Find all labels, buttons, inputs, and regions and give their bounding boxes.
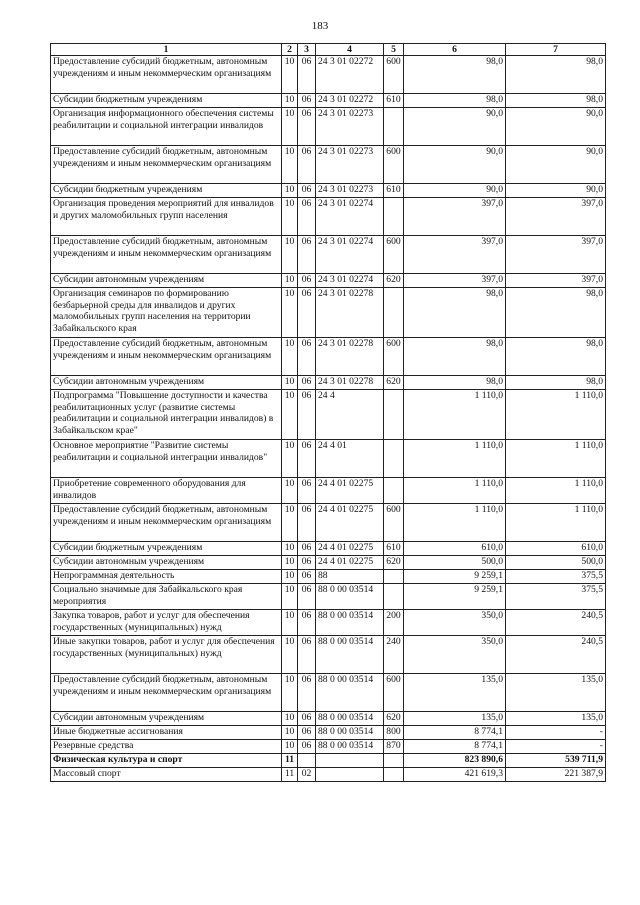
subsection-cell: 06 [298, 274, 316, 288]
expense-type-cell: 800 [384, 726, 404, 740]
subsection-cell: 06 [298, 108, 316, 146]
amount-cell-col7: 1 110,0 [506, 504, 606, 542]
table-row [51, 754, 606, 768]
amount-cell-col7: 90,0 [506, 146, 606, 184]
subsection-cell: 06 [298, 556, 316, 570]
subsection-cell: 06 [298, 504, 316, 542]
target-article-cell: 24 4 01 02275 [316, 504, 384, 542]
section-cell: 10 [282, 390, 298, 440]
expense-type-cell: 600 [384, 56, 404, 94]
amount-cell-col6: 8 774,1 [404, 740, 506, 754]
expense-type-cell: 600 [384, 674, 404, 712]
row-name-cell: Предоставление субсидий бюджетным, автономным учреждениям и иным некоммерческим организациям [51, 56, 282, 94]
row-name-cell: Предоставление субсидий бюджетным, автономным учреждениям и иным некоммерческим организациям [51, 236, 282, 274]
amount-cell-col6: 610,0 [404, 542, 506, 556]
subsection-cell: 06 [298, 584, 316, 610]
expense-type-cell [384, 768, 404, 782]
section-cell: 10 [282, 740, 298, 754]
amount-cell-col6: 98,0 [404, 56, 506, 94]
amount-cell-col7: - [506, 726, 606, 740]
expense-type-cell: 620 [384, 556, 404, 570]
table-row [51, 504, 606, 542]
expense-type-cell [384, 570, 404, 584]
section-cell: 10 [282, 478, 298, 504]
amount-cell-col6: 823 890,6 [404, 754, 506, 768]
target-article-cell: 88 [316, 570, 384, 584]
row-name-cell: Массовый спорт [51, 768, 282, 782]
subsection-cell: 06 [298, 712, 316, 726]
amount-cell-col6: 90,0 [404, 184, 506, 198]
target-article-cell: 88 0 00 03514 [316, 712, 384, 726]
subsection-cell: 06 [298, 740, 316, 754]
subsection-cell: 06 [298, 184, 316, 198]
amount-cell-col6: 98,0 [404, 338, 506, 376]
expense-type-cell: 600 [384, 504, 404, 542]
amount-cell-col7: 500,0 [506, 556, 606, 570]
target-article-cell: 88 0 00 03514 [316, 610, 384, 636]
subsection-cell: 06 [298, 94, 316, 108]
row-name-cell: Субсидии автономным учреждениям [51, 376, 282, 390]
expense-type-cell [384, 390, 404, 440]
amount-cell-col6: 9 259,1 [404, 570, 506, 584]
section-cell: 10 [282, 146, 298, 184]
target-article-cell: 24 3 01 02272 [316, 56, 384, 94]
expense-type-cell [384, 584, 404, 610]
header-cell: 1 [51, 44, 282, 56]
amount-cell-col7: 135,0 [506, 712, 606, 726]
row-name-cell: Организация семинаров по формированию безбарьерной среды для инвалидов и других маломобильных групп населения на территории Забайкальского края [51, 288, 282, 338]
expense-type-cell: 600 [384, 236, 404, 274]
subsection-cell: 02 [298, 768, 316, 782]
amount-cell-col7: 221 387,9 [506, 768, 606, 782]
section-cell: 10 [282, 726, 298, 740]
expense-type-cell: 200 [384, 610, 404, 636]
table-row [51, 636, 606, 674]
subsection-cell: 06 [298, 726, 316, 740]
target-article-cell: 24 4 01 02275 [316, 478, 384, 504]
subsection-cell: 06 [298, 376, 316, 390]
section-cell: 10 [282, 338, 298, 376]
target-article-cell: 24 3 01 02274 [316, 236, 384, 274]
expense-type-cell: 610 [384, 94, 404, 108]
amount-cell-col6: 350,0 [404, 636, 506, 674]
amount-cell-col6: 421 619,3 [404, 768, 506, 782]
amount-cell-col6: 90,0 [404, 108, 506, 146]
amount-cell-col7: 98,0 [506, 338, 606, 376]
table-row [51, 610, 606, 636]
header-cell: 3 [298, 44, 316, 56]
subsection-cell: 06 [298, 440, 316, 478]
table-row [51, 556, 606, 570]
expense-type-cell [384, 198, 404, 236]
header-cell: 4 [316, 44, 384, 56]
amount-cell-col7: 98,0 [506, 56, 606, 94]
amount-cell-col7: 539 711,9 [506, 754, 606, 768]
amount-cell-col7: 610,0 [506, 542, 606, 556]
row-name-cell: Организация проведения мероприятий для инвалидов и других маломобильных групп населения [51, 198, 282, 236]
target-article-cell: 24 3 01 02278 [316, 338, 384, 376]
table-row [51, 108, 606, 146]
expense-type-cell [384, 754, 404, 768]
row-name-cell: Иные закупки товаров, работ и услуг для обеспечения государственных (муниципальных) нужд [51, 636, 282, 674]
target-article-cell: 24 3 01 02273 [316, 108, 384, 146]
subsection-cell: 06 [298, 288, 316, 338]
section-cell: 10 [282, 274, 298, 288]
subsection-cell: 06 [298, 146, 316, 184]
subsection-cell: 06 [298, 610, 316, 636]
row-name-cell: Субсидии бюджетным учреждениям [51, 542, 282, 556]
page-number: 183 [311, 20, 329, 32]
table-row [51, 584, 606, 610]
row-name-cell: Непрограммная деятельность [51, 570, 282, 584]
row-name-cell: Социально значимые для Забайкальского края мероприятия [51, 584, 282, 610]
amount-cell-col6: 135,0 [404, 712, 506, 726]
target-article-cell [316, 754, 384, 768]
amount-cell-col6: 397,0 [404, 274, 506, 288]
subsection-cell: 06 [298, 390, 316, 440]
amount-cell-col6: 1 110,0 [404, 478, 506, 504]
amount-cell-col6: 98,0 [404, 94, 506, 108]
row-name-cell: Предоставление субсидий бюджетным, автономным учреждениям и иным некоммерческим организациям [51, 674, 282, 712]
table-row [51, 376, 606, 390]
expense-type-cell [384, 108, 404, 146]
amount-cell-col7: - [506, 740, 606, 754]
table-row [51, 338, 606, 376]
table-row [51, 440, 606, 478]
amount-cell-col7: 98,0 [506, 94, 606, 108]
expense-type-cell: 620 [384, 376, 404, 390]
section-cell: 10 [282, 108, 298, 146]
table-row [51, 184, 606, 198]
amount-cell-col7: 1 110,0 [506, 390, 606, 440]
table-row [51, 198, 606, 236]
section-cell: 11 [282, 768, 298, 782]
section-cell: 10 [282, 542, 298, 556]
section-cell: 10 [282, 184, 298, 198]
amount-cell-col6: 8 774,1 [404, 726, 506, 740]
row-name-cell: Субсидии автономным учреждениям [51, 712, 282, 726]
amount-cell-col6: 135,0 [404, 674, 506, 712]
row-name-cell: Основное мероприятие "Развитие системы реабилитации и социальной интеграции инвалидов" [51, 440, 282, 478]
subsection-cell: 06 [298, 570, 316, 584]
amount-cell-col7: 98,0 [506, 376, 606, 390]
subsection-cell: 06 [298, 674, 316, 712]
table-row [51, 570, 606, 584]
section-cell: 10 [282, 236, 298, 274]
target-article-cell: 24 3 01 02272 [316, 94, 384, 108]
amount-cell-col6: 90,0 [404, 146, 506, 184]
target-article-cell: 88 0 00 03514 [316, 584, 384, 610]
target-article-cell: 24 4 01 02275 [316, 542, 384, 556]
amount-cell-col7: 397,0 [506, 198, 606, 236]
row-name-cell: Организация информационного обеспечения системы реабилитации и социальной интеграции инвалидов [51, 108, 282, 146]
header-row [51, 44, 606, 56]
subsection-cell: 06 [298, 198, 316, 236]
expense-type-cell: 600 [384, 146, 404, 184]
table-row [51, 146, 606, 184]
section-cell: 10 [282, 440, 298, 478]
header-cell: 7 [506, 44, 606, 56]
amount-cell-col7: 1 110,0 [506, 478, 606, 504]
expense-type-cell: 610 [384, 184, 404, 198]
section-cell: 10 [282, 94, 298, 108]
table-row [51, 56, 606, 94]
target-article-cell: 88 0 00 03514 [316, 674, 384, 712]
expense-type-cell: 620 [384, 274, 404, 288]
amount-cell-col6: 98,0 [404, 376, 506, 390]
table-row [51, 542, 606, 556]
expense-type-cell: 870 [384, 740, 404, 754]
amount-cell-col6: 397,0 [404, 198, 506, 236]
subsection-cell: 06 [298, 542, 316, 556]
amount-cell-col6: 1 110,0 [404, 504, 506, 542]
row-name-cell: Иные бюджетные ассигнования [51, 726, 282, 740]
table-row [51, 674, 606, 712]
amount-cell-col7: 375,5 [506, 584, 606, 610]
target-article-cell: 24 3 01 02273 [316, 146, 384, 184]
expense-type-cell: 610 [384, 542, 404, 556]
target-article-cell: 88 0 00 03514 [316, 636, 384, 674]
header-cell: 2 [282, 44, 298, 56]
subsection-cell [298, 754, 316, 768]
expense-type-cell: 620 [384, 712, 404, 726]
subsection-cell: 06 [298, 636, 316, 674]
target-article-cell: 24 3 01 02278 [316, 376, 384, 390]
table-row [51, 288, 606, 338]
target-article-cell: 88 0 00 03514 [316, 740, 384, 754]
section-cell: 10 [282, 674, 298, 712]
target-article-cell: 24 4 [316, 390, 384, 440]
section-cell: 10 [282, 376, 298, 390]
section-cell: 10 [282, 712, 298, 726]
amount-cell-col7: 240,5 [506, 636, 606, 674]
amount-cell-col7: 397,0 [506, 274, 606, 288]
target-article-cell: 24 3 01 02278 [316, 288, 384, 338]
table-row [51, 726, 606, 740]
section-cell: 10 [282, 584, 298, 610]
amount-cell-col6: 500,0 [404, 556, 506, 570]
row-name-cell: Субсидии автономным учреждениям [51, 556, 282, 570]
table-row [51, 94, 606, 108]
section-cell: 10 [282, 504, 298, 542]
target-article-cell: 24 3 01 02274 [316, 274, 384, 288]
target-article-cell: 24 3 01 02273 [316, 184, 384, 198]
table-row [51, 712, 606, 726]
table-row [51, 274, 606, 288]
header-cell: 6 [404, 44, 506, 56]
table-row [51, 390, 606, 440]
table-row [51, 768, 606, 782]
expense-type-cell: 600 [384, 338, 404, 376]
target-article-cell: 88 0 00 03514 [316, 726, 384, 740]
amount-cell-col7: 90,0 [506, 184, 606, 198]
amount-cell-col7: 375,5 [506, 570, 606, 584]
expense-type-cell: 240 [384, 636, 404, 674]
target-article-cell [316, 768, 384, 782]
table-row [51, 478, 606, 504]
row-name-cell: Приобретение современного оборудования для инвалидов [51, 478, 282, 504]
section-cell: 10 [282, 56, 298, 94]
amount-cell-col6: 9 259,1 [404, 584, 506, 610]
amount-cell-col6: 1 110,0 [404, 390, 506, 440]
section-cell: 10 [282, 556, 298, 570]
amount-cell-col6: 1 110,0 [404, 440, 506, 478]
row-name-cell: Субсидии бюджетным учреждениям [51, 184, 282, 198]
expense-type-cell [384, 288, 404, 338]
section-cell: 10 [282, 198, 298, 236]
row-name-cell: Предоставление субсидий бюджетным, автономным учреждениям и иным некоммерческим организациям [51, 504, 282, 542]
expense-type-cell [384, 440, 404, 478]
section-cell: 10 [282, 288, 298, 338]
section-cell: 10 [282, 610, 298, 636]
amount-cell-col7: 135,0 [506, 674, 606, 712]
amount-cell-col7: 397,0 [506, 236, 606, 274]
subsection-cell: 06 [298, 56, 316, 94]
row-name-cell: Субсидии бюджетным учреждениям [51, 94, 282, 108]
amount-cell-col7: 98,0 [506, 288, 606, 338]
amount-cell-col6: 350,0 [404, 610, 506, 636]
amount-cell-col7: 240,5 [506, 610, 606, 636]
row-name-cell: Субсидии автономным учреждениям [51, 274, 282, 288]
subsection-cell: 06 [298, 236, 316, 274]
target-article-cell: 24 3 01 02274 [316, 198, 384, 236]
row-name-cell: Закупка товаров, работ и услуг для обеспечения государственных (муниципальных) нужд [51, 610, 282, 636]
target-article-cell: 24 4 01 [316, 440, 384, 478]
expense-type-cell [384, 478, 404, 504]
row-name-cell: Предоставление субсидий бюджетным, автономным учреждениям и иным некоммерческим организациям [51, 338, 282, 376]
subsection-cell: 06 [298, 478, 316, 504]
budget-table [50, 43, 606, 782]
row-name-cell: Резервные средства [51, 740, 282, 754]
table-row [51, 236, 606, 274]
table-row [51, 740, 606, 754]
section-cell: 10 [282, 570, 298, 584]
amount-cell-col7: 90,0 [506, 108, 606, 146]
amount-cell-col6: 98,0 [404, 288, 506, 338]
header-cell: 5 [384, 44, 404, 56]
target-article-cell: 24 4 01 02275 [316, 556, 384, 570]
row-name-cell: Подпрограмма "Повышение доступности и качества реабилитационных услуг (развитие системы реабилитации и социальной интеграции инвалидов) в Забайкальском крае" [51, 390, 282, 440]
amount-cell-col7: 1 110,0 [506, 440, 606, 478]
subsection-cell: 06 [298, 338, 316, 376]
amount-cell-col6: 397,0 [404, 236, 506, 274]
row-name-cell: Предоставление субсидий бюджетным, автономным учреждениям и иным некоммерческим организациям [51, 146, 282, 184]
section-cell: 10 [282, 636, 298, 674]
row-name-cell: Физическая культура и спорт [51, 754, 282, 768]
section-cell: 11 [282, 754, 298, 768]
